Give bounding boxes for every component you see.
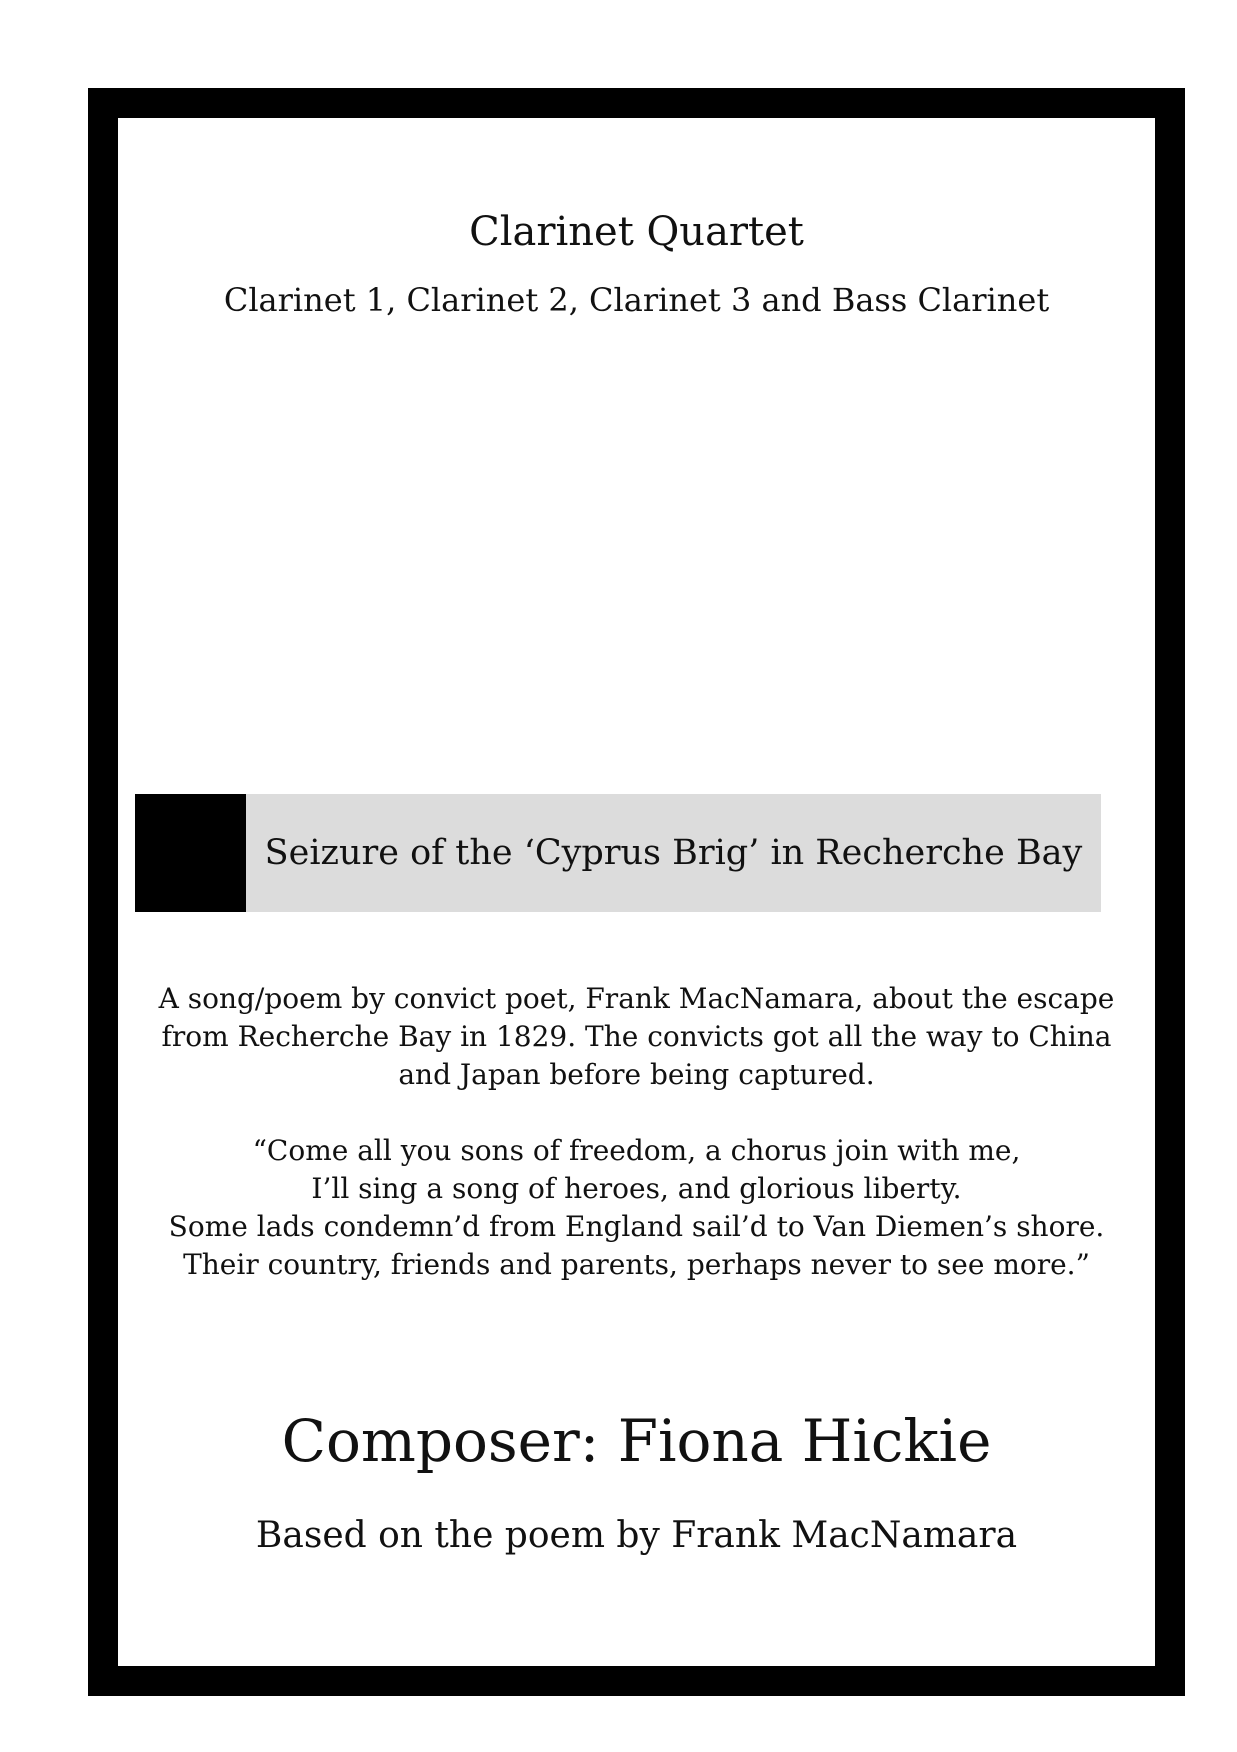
verse-line: Some lads condemn’d from England sail’d to Van Diemen’s shore.: [168, 1210, 1105, 1243]
page-border-frame: [88, 88, 1185, 1696]
title-accent-block: [135, 794, 246, 912]
poem-verse: [158, 1132, 1115, 1284]
description-line: and Japan before being captured.: [398, 1058, 875, 1091]
source-credit: Based on the poem by Frank MacNamara: [255, 1515, 1018, 1556]
description-line: from Recherche Bay in 1829. The convicts got all the way to China: [161, 1020, 1112, 1053]
verse-line: “Come all you sons of freedom, a chorus join with me,: [252, 1134, 1021, 1167]
instrumentation-line: Clarinet 1, Clarinet 2, Clarinet 3 and Bass Clarinet: [223, 281, 1050, 319]
description-paragraph: [158, 980, 1115, 1094]
ensemble-heading: Clarinet Quartet: [469, 209, 804, 255]
verse-line: I’ll sing a song of heroes, and glorious liberty.: [311, 1172, 962, 1205]
composer-credit: Composer: Fiona Hickie: [281, 1407, 992, 1475]
title-band: [135, 794, 1101, 912]
piece-title: Seizure of the ‘Cyprus Brig’ in Recherche Bay: [264, 833, 1083, 873]
description-line: A song/poem by convict poet, Frank MacNamara, about the escape: [158, 982, 1115, 1015]
verse-line: Their country, friends and parents, perhaps never to see more.”: [183, 1248, 1090, 1281]
